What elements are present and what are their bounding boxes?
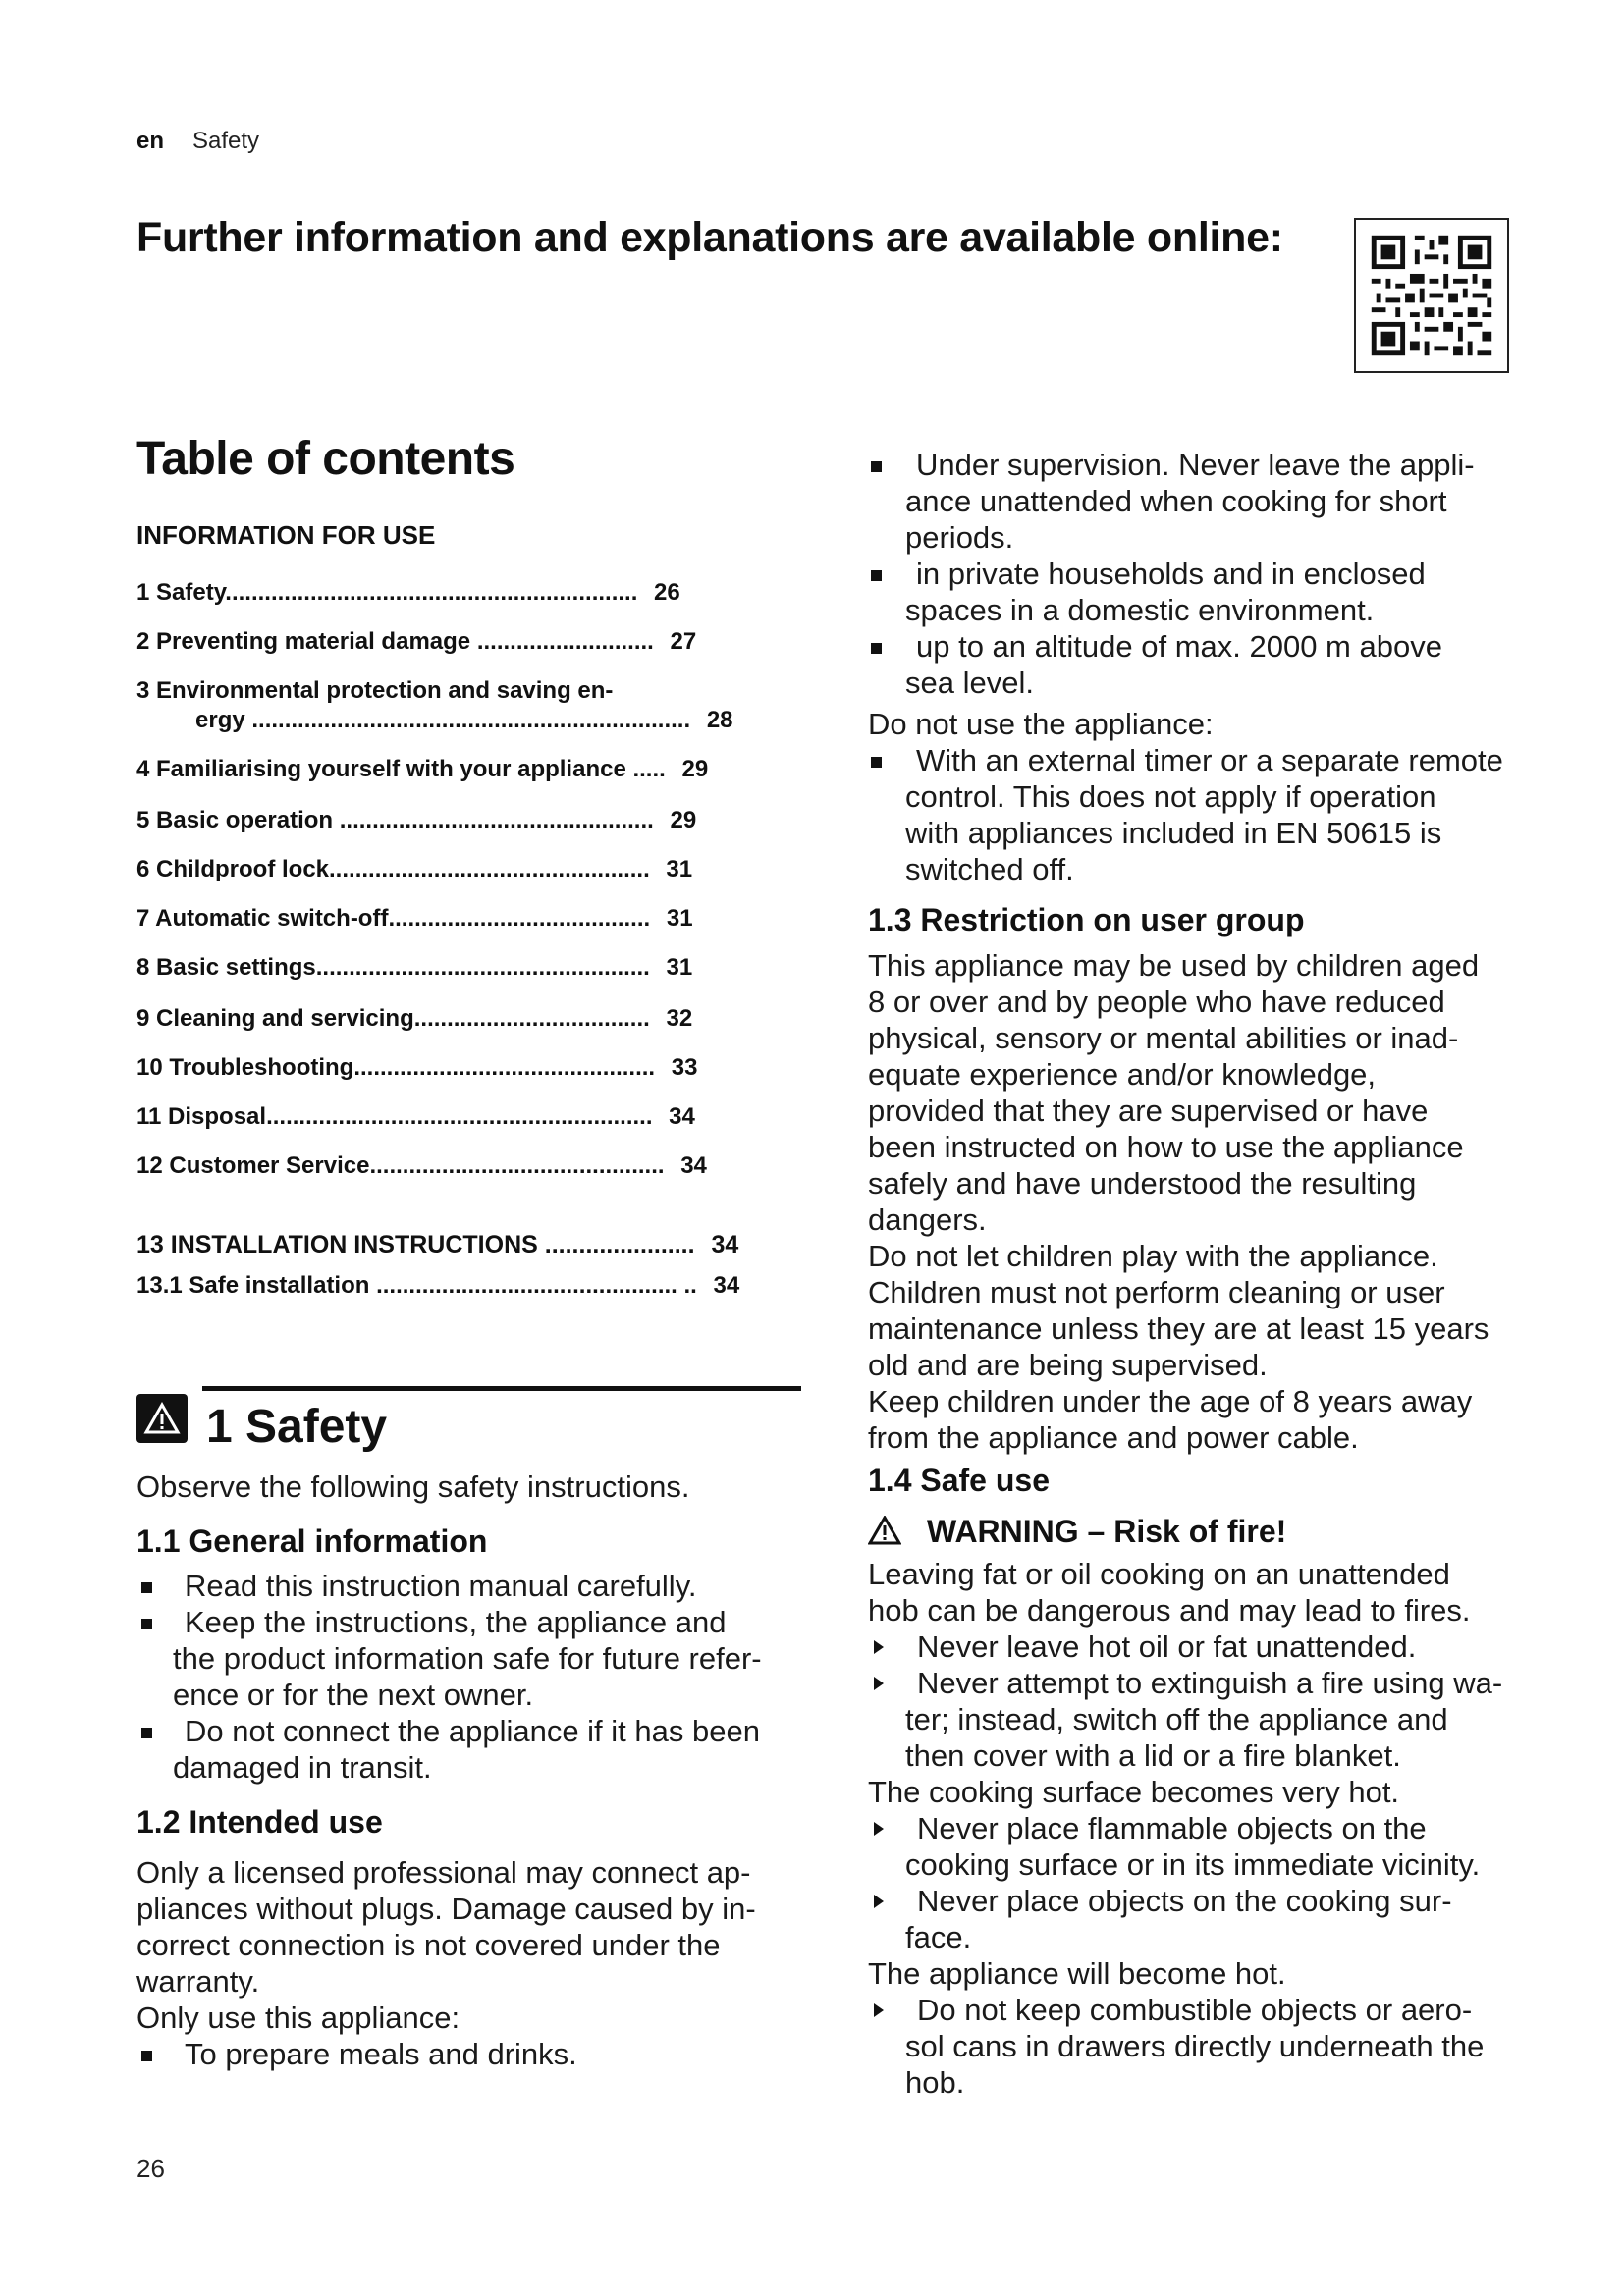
general-bullet-3b: damaged in transit.: [173, 1750, 432, 1785]
toc-label: 8 Basic settings: [136, 954, 316, 981]
safety-intro: Observe the following safety instructions.: [136, 1469, 690, 1504]
toc-entry-familiarising[interactable]: [136, 756, 708, 783]
intended-text-2: pliances without plugs. Damage caused by in-: [136, 1892, 756, 1926]
restriction-line-5: provided that they are supervised or have: [868, 1094, 1429, 1128]
intended-text-1: Only a licensed professional may connect ap-: [136, 1855, 751, 1890]
toc-page: 31: [666, 905, 693, 932]
bullet-square-icon: [871, 461, 882, 472]
toc-entry-childproof-lock[interactable]: [136, 856, 692, 883]
intended-bullet-4a: up to an altitude of max. 2000 m above: [916, 629, 1442, 664]
arrow-right-icon: [874, 1822, 884, 1836]
section-title-safety: 1 Safety: [206, 1401, 388, 1453]
toc-page: 33: [671, 1054, 698, 1081]
toc-label: 1 Safety: [136, 579, 226, 606]
intended-text-5: Only use this appliance:: [136, 2001, 460, 2035]
toc-entry-troubleshooting[interactable]: [136, 1054, 697, 1082]
toc-entry-disposal[interactable]: [136, 1103, 695, 1131]
arrow-right-icon: [874, 1640, 884, 1654]
safe-use-action-2b: ter; instead, switch off the appliance and: [905, 1702, 1448, 1736]
toc-label: 13.1 Safe installation: [136, 1272, 370, 1299]
toc-label: 9 Cleaning and servicing: [136, 1005, 414, 1032]
toc-label: 3 Environmental protection and saving en-: [136, 677, 614, 704]
bullet-square-icon: [871, 643, 882, 654]
safe-use-action-5c: hob.: [905, 2065, 965, 2100]
intended-bullet-3b: spaces in a domestic environment.: [905, 593, 1375, 627]
warning-triangle-icon: [143, 1402, 181, 1435]
toc-entry-safety[interactable]: [136, 579, 680, 607]
intended-bullet-5a: With an external timer or a separate remote: [916, 743, 1503, 777]
bullet-square-icon: [141, 2051, 152, 2061]
toc-page: 28: [706, 707, 733, 733]
intended-bullet-4b: sea level.: [905, 666, 1034, 700]
toc-entry-environmental-cont[interactable]: [195, 707, 733, 734]
toc-title: Table of contents: [136, 433, 515, 485]
intended-bullet-5d: switched off.: [905, 852, 1074, 886]
safe-use-action-2c: then cover with a lid or a fire blanket.: [905, 1738, 1401, 1773]
warning-icon: [868, 1516, 901, 1545]
heading-intended-use: 1.2 Intended use: [136, 1804, 383, 1840]
toc-entry-material-damage[interactable]: [136, 628, 696, 656]
toc-page: 32: [666, 1005, 693, 1032]
online-heading: Further information and explanations are available online:: [136, 214, 1283, 261]
toc-page: 34: [669, 1103, 695, 1130]
qr-code[interactable]: [1354, 218, 1509, 373]
toc-leader: ......................: [544, 1231, 695, 1258]
toc-leader: ........................................: [388, 905, 651, 932]
intended-text-4: warranty.: [136, 1964, 260, 1999]
safe-use-action-4a: Never place objects on the cooking sur-: [917, 1884, 1452, 1918]
qr-code-icon: [1362, 226, 1501, 365]
restriction-line-14: from the appliance and power cable.: [868, 1420, 1359, 1455]
intended-bullet-5c: with appliances included in EN 50615 is: [905, 816, 1442, 850]
restriction-line-4: equate experience and/or knowledge,: [868, 1057, 1377, 1092]
toc-leader: ...................................................: [315, 954, 650, 981]
toc-info-heading: INFORMATION FOR USE: [136, 520, 436, 550]
safe-use-line-1: Leaving fat or oil cooking on an unattended: [868, 1557, 1450, 1591]
restriction-line-9: Do not let children play with the appliance.: [868, 1239, 1438, 1273]
header-section: Safety: [192, 128, 260, 154]
toc-entry-basic-settings[interactable]: [136, 954, 692, 982]
bullet-square-icon: [141, 1619, 152, 1629]
general-bullet-2c: ence or for the next owner.: [173, 1678, 534, 1712]
bullet-square-icon: [871, 757, 882, 768]
restriction-line-11: maintenance unless they are at least 15 years: [868, 1311, 1489, 1346]
safe-use-line-2: hob can be dangerous and may lead to fires.: [868, 1593, 1471, 1628]
restriction-line-1: This appliance may be used by children aged: [868, 948, 1480, 983]
toc-leader: ...............................................................: [225, 579, 638, 606]
toc-entry-auto-switch-off[interactable]: [136, 905, 693, 933]
toc-label: 13 INSTALLATION INSTRUCTIONS: [136, 1231, 538, 1258]
toc-page: 29: [681, 756, 709, 782]
restriction-line-3: physical, sensory or mental abilities or inad-: [868, 1021, 1459, 1055]
toc-leader: ...........................................................: [266, 1103, 653, 1130]
safe-use-action-3b: cooking surface or in its immediate vicinity.: [905, 1847, 1481, 1882]
restriction-line-13: Keep children under the age of 8 years away: [868, 1384, 1473, 1418]
page-number: 26: [136, 2154, 165, 2183]
restriction-line-2: 8 or over and by people who have reduced: [868, 985, 1445, 1019]
intended-bullet-5b: control. This does not apply if operation: [905, 779, 1436, 814]
toc-leader: .............................................. ..: [376, 1272, 697, 1299]
toc-page: 31: [666, 954, 693, 981]
bullet-square-icon: [141, 1582, 152, 1593]
arrow-right-icon: [874, 2003, 884, 2017]
general-bullet-2b: the product information safe for future refer-: [173, 1641, 762, 1676]
toc-leader: ....................................: [413, 1005, 650, 1032]
toc-leader: ..............................................: [353, 1054, 656, 1081]
toc-leader: .....: [632, 756, 666, 782]
toc-leader: ...................................................................: [251, 707, 691, 733]
toc-label: 11 Disposal: [136, 1103, 267, 1130]
bullet-square-icon: [141, 1728, 152, 1738]
safe-use-line-3: The cooking surface becomes very hot.: [868, 1775, 1400, 1809]
restriction-line-6: been instructed on how to use the appliance: [868, 1130, 1464, 1164]
intended-bullet-1: To prepare meals and drinks.: [185, 2037, 577, 2071]
toc-page: 29: [670, 807, 697, 833]
safe-use-line-4: The appliance will become hot.: [868, 1956, 1286, 1991]
toc-page: 31: [666, 856, 693, 882]
toc-page: 34: [711, 1231, 739, 1258]
intended-bullet-2c: periods.: [905, 520, 1014, 555]
toc-label: 10 Troubleshooting: [136, 1054, 354, 1081]
restriction-line-10: Children must not perform cleaning or user: [868, 1275, 1445, 1309]
toc-page: 26: [654, 579, 680, 606]
toc-page: 34: [713, 1272, 740, 1299]
intended-text-3: correct connection is not covered under the: [136, 1928, 721, 1962]
toc-page: 34: [680, 1152, 707, 1179]
heading-safe-use: 1.4 Safe use: [868, 1463, 1050, 1498]
section-rule: [202, 1386, 801, 1391]
toc-page: 27: [670, 628, 697, 655]
safe-use-action-1: Never leave hot oil or fat unattended.: [917, 1629, 1417, 1664]
safe-use-action-5a: Do not keep combustible objects or aero-: [917, 1993, 1473, 2027]
toc-label: 4 Familiarising yourself with your appliance: [136, 756, 626, 782]
safe-use-action-5b: sol cans in drawers directly underneath the: [905, 2029, 1485, 2063]
toc-label: ergy: [195, 707, 245, 733]
general-bullet-2a: Keep the instructions, the appliance and: [185, 1605, 727, 1639]
toc-label: 2 Preventing material damage: [136, 628, 471, 655]
toc-entry-safe-installation[interactable]: [136, 1272, 739, 1300]
warning-heading: WARNING – Risk of fire!: [927, 1514, 1287, 1549]
safe-use-action-3a: Never place flammable objects on the: [917, 1811, 1427, 1845]
intended-bullet-2b: ance unattended when cooking for short: [905, 484, 1447, 518]
heading-restriction: 1.3 Restriction on user group: [868, 902, 1305, 937]
toc-label: 5 Basic operation: [136, 807, 334, 833]
toc-entry-installation[interactable]: [136, 1231, 738, 1259]
general-bullet-1: Read this instruction manual carefully.: [185, 1569, 697, 1603]
heading-general-information: 1.1 General information: [136, 1523, 488, 1559]
toc-label: 12 Customer Service: [136, 1152, 370, 1179]
restriction-line-7: safely and have understood the resulting: [868, 1166, 1417, 1201]
intended-bullet-2a: Under supervision. Never leave the appli-: [916, 448, 1475, 482]
restriction-line-12: old and are being supervised.: [868, 1348, 1268, 1382]
safe-use-action-4b: face.: [905, 1920, 972, 1954]
intended-text-6: Do not use the appliance:: [868, 707, 1214, 741]
toc-label: 6 Childproof lock: [136, 856, 330, 882]
toc-entry-environmental[interactable]: [136, 677, 613, 705]
toc-leader: .............................................: [369, 1152, 665, 1179]
safe-use-action-2a: Never attempt to extinguish a fire using wa-: [917, 1666, 1503, 1700]
bullet-square-icon: [871, 570, 882, 581]
intended-bullet-3a: in private households and in enclosed: [916, 557, 1426, 591]
toc-entry-cleaning[interactable]: [136, 1005, 692, 1033]
toc-entry-customer-service[interactable]: [136, 1152, 707, 1180]
arrow-right-icon: [874, 1895, 884, 1908]
arrow-right-icon: [874, 1677, 884, 1690]
header-language: en: [136, 128, 165, 154]
toc-label: 7 Automatic switch-off: [136, 905, 389, 932]
toc-leader: .................................................: [329, 856, 650, 882]
toc-leader: ...........................: [476, 628, 654, 655]
general-bullet-3a: Do not connect the appliance if it has been: [185, 1714, 760, 1748]
toc-leader: ................................................: [339, 807, 654, 833]
restriction-line-8: dangers.: [868, 1202, 987, 1237]
toc-entry-basic-operation[interactable]: [136, 807, 696, 834]
warning-box-icon: [136, 1394, 188, 1443]
